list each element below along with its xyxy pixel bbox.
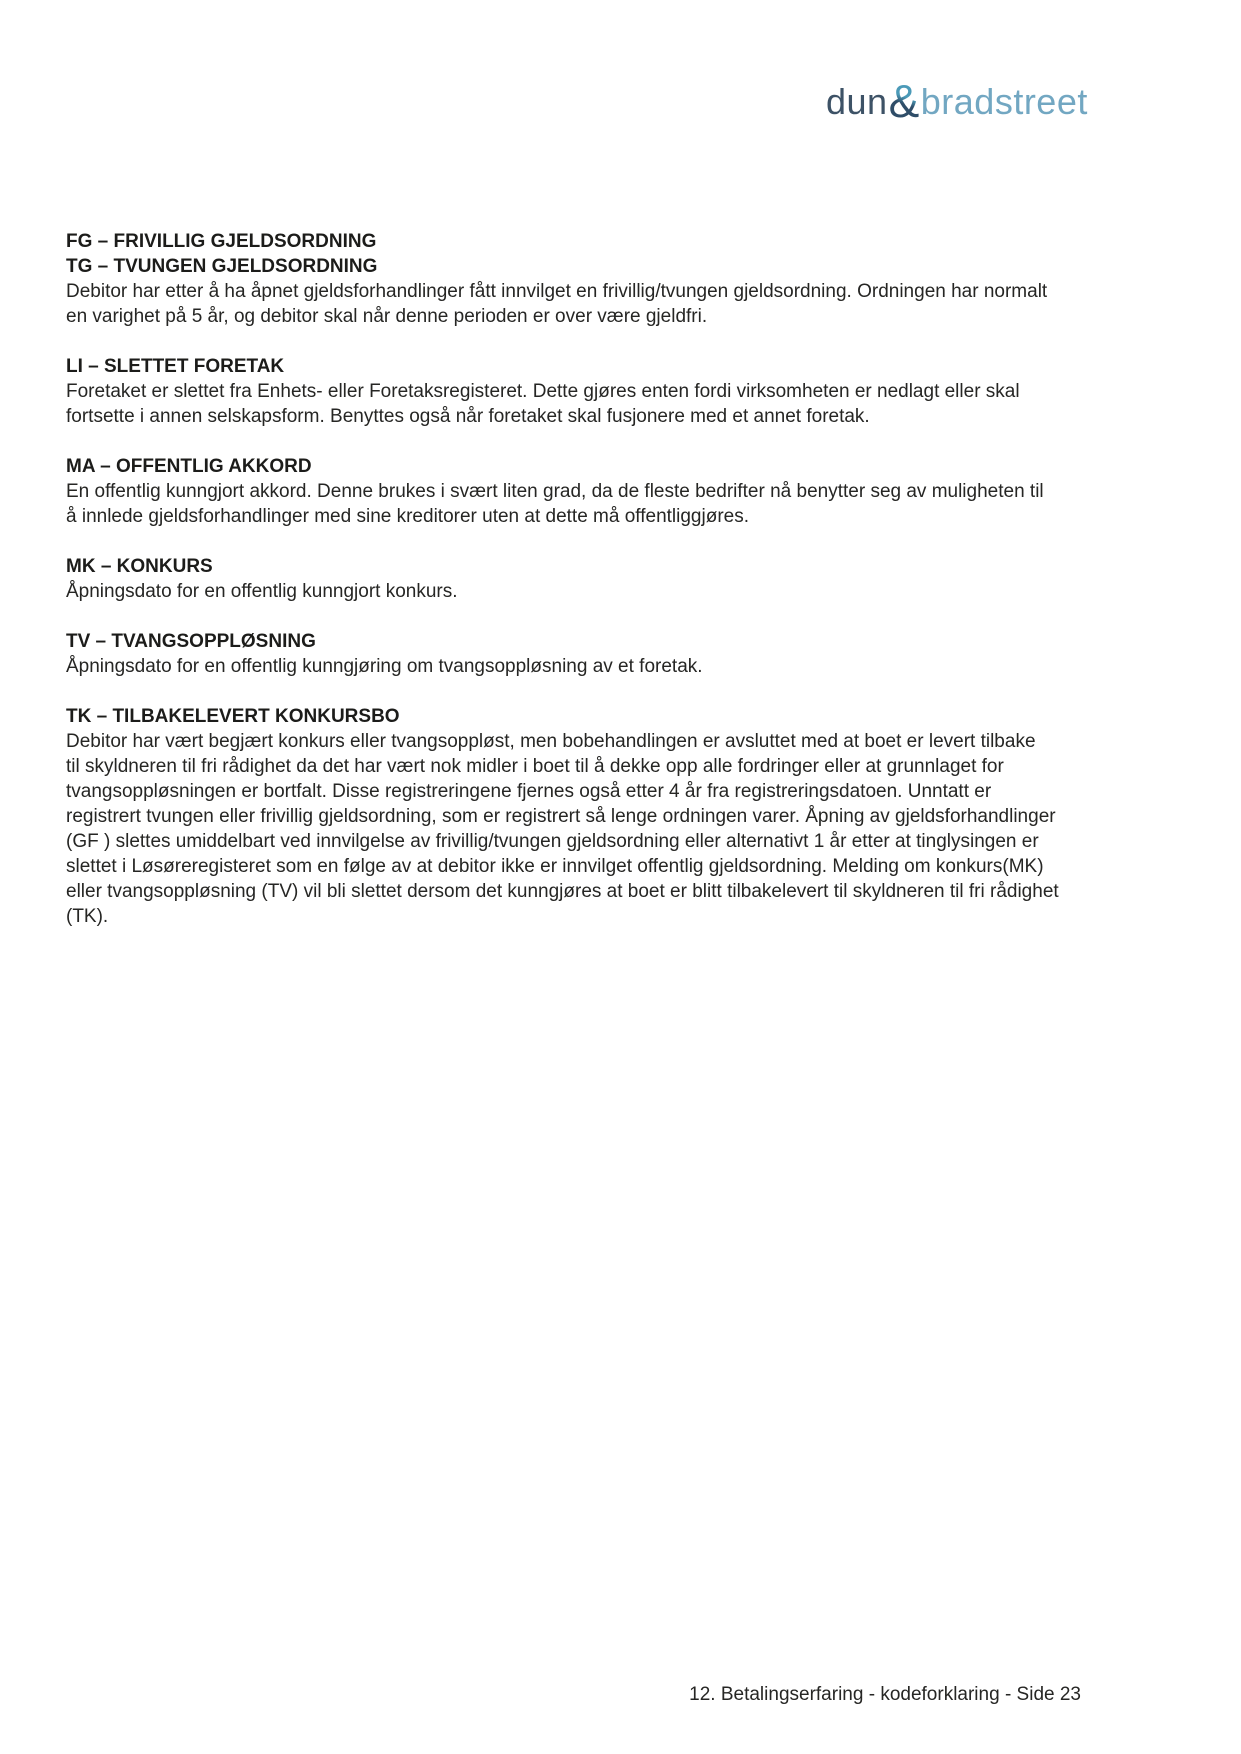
section-heading: MA – OFFENTLIG AKKORD: [66, 456, 312, 477]
section-heading: MK – KONKURS: [66, 556, 213, 577]
section-heading: LI – SLETTET FORETAK: [66, 356, 285, 377]
paragraph-line: tvangsoppløsningen er bortfalt. Disse registreringene fjernes også etter 4 år fra registreringsdatoen. Unntatt er: [66, 781, 992, 802]
code-section: [66, 354, 1146, 429]
section-headings: [66, 229, 1146, 279]
code-section: [66, 704, 1146, 929]
code-section: [66, 554, 1146, 604]
paragraph-line: en varighet på 5 år, og debitor skal når denne perioden er over være gjeldfri.: [66, 306, 708, 327]
paragraph-line: eller tvangsoppløsning (TV) vil bli slettet dersom det kunngjøres at boet er blitt tilbakelevert til skyldneren til fri rådighet: [66, 881, 1059, 902]
code-section: [66, 629, 1146, 679]
paragraph-line: Åpningsdato for en offentlig kunngjort konkurs.: [66, 581, 458, 602]
paragraph-line: En offentlig kunngjort akkord. Denne brukes i svært liten grad, da de fleste bedrifter nå benytter seg av muligheten til: [66, 481, 1044, 502]
section-headings: [66, 704, 1146, 729]
section-heading: TV – TVANGSOPPLØSNING: [66, 631, 316, 652]
dun-bradstreet-logo: [826, 75, 1088, 127]
section-paragraph: [66, 479, 1146, 529]
logo-text-bradstreet: bradstreet: [920, 81, 1088, 122]
section-heading: FG – FRIVILLIG GJELDSORDNING: [66, 231, 377, 252]
document-content: [66, 229, 1146, 954]
paragraph-line: Åpningsdato for en offentlig kunngjøring om tvangsoppløsning av et foretak.: [66, 656, 703, 677]
paragraph-line: Debitor har etter å ha åpnet gjeldsforhandlinger fått innvilget en frivillig/tvungen gjeldsordning. Ordningen har normalt: [66, 281, 1048, 302]
section-headings: [66, 354, 1146, 379]
logo-ampersand-icon: &: [888, 75, 920, 127]
section-heading: TG – TVUNGEN GJELDSORDNING: [66, 256, 378, 277]
section-heading: TK – TILBAKELEVERT KONKURSBO: [66, 706, 400, 727]
paragraph-line: registrert tvungen eller frivillig gjeldsordning, som er registrert så lenge ordningen varer. Åpning av gjeldsforhandlinger: [66, 806, 1056, 827]
paragraph-line: til skyldneren til fri rådighet da det har vært nok midler i boet til å dekke opp alle fordringer eller at grunnlaget for: [66, 756, 1004, 777]
paragraph-line: (TK).: [66, 906, 109, 927]
section-paragraph: [66, 579, 1146, 604]
page-footer: [689, 1682, 1081, 1707]
paragraph-line: Foretaket er slettet fra Enhets- eller Foretaksregisteret. Dette gjøres enten fordi virksomheten er nedlagt eller skal: [66, 381, 1020, 402]
paragraph-line: Debitor har vært begjært konkurs eller tvangsoppløst, men bobehandlingen er avsluttet med at boet er levert tilbake: [66, 731, 1036, 752]
footer-page-label: 12. Betalingserfaring - kodeforklaring - Side 23: [689, 1684, 1081, 1705]
section-paragraph: [66, 379, 1146, 429]
paragraph-line: fortsette i annen selskapsform. Benyttes også når foretaket skal fusjonere med et annet foretak.: [66, 406, 870, 427]
logo-text-dun: dun: [826, 81, 888, 122]
section-paragraph: [66, 279, 1146, 329]
section-paragraph: [66, 654, 1146, 679]
code-section: [66, 454, 1146, 529]
section-headings: [66, 554, 1146, 579]
paragraph-line: (GF ) slettes umiddelbart ved innvilgelse av frivillig/tvungen gjeldsordning eller alternativt 1 år etter at tinglysingen er: [66, 831, 1039, 852]
paragraph-line: slettet i Løsøreregisteret som en følge av at debitor ikke er innvilget offentlig gjeldsordning. Melding om konkurs(MK): [66, 856, 1044, 877]
section-headings: [66, 629, 1146, 654]
section-paragraph: [66, 729, 1146, 929]
code-section: [66, 229, 1146, 329]
section-headings: [66, 454, 1146, 479]
paragraph-line: å innlede gjeldsforhandlinger med sine kreditorer uten at dette må offentliggjøres.: [66, 506, 749, 527]
